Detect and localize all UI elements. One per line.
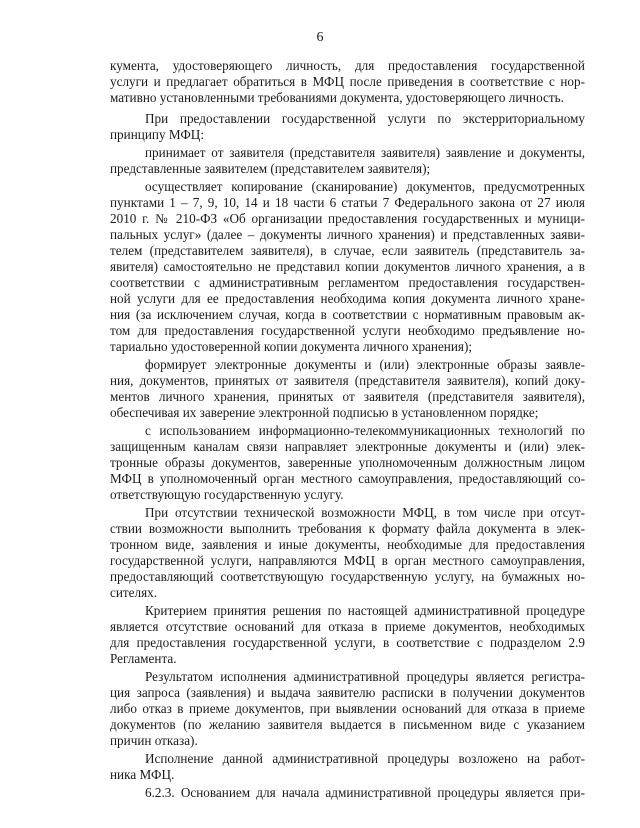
text-line: Результатом исполнения административной процедуры является регистра- — [145, 669, 585, 684]
text-line: 6.2.3. Основанием для начала административной процедуры является при- — [145, 785, 585, 800]
page-number: 6 — [316, 30, 324, 45]
text-line: с использованием информационно-телекоммуникационных технологий по — [145, 423, 585, 438]
text-line: Критерием принятия решения по настоящей административной процедуре — [145, 603, 585, 618]
text-line: При предоставлении государственной услуги по экстерриториальному — [145, 111, 585, 126]
text-line: принципу МФЦ: — [110, 127, 204, 142]
text-line: принимает от заявителя (представителя заявителя) заявление и документы, — [145, 145, 585, 160]
text-line: либо отказ в приеме документов, при выявлении оснований для отказа в приеме — [110, 701, 585, 716]
text-line: обеспечивая их заверение электронной подписью в установленном порядке; — [110, 405, 539, 420]
text-line: ника МФЦ. — [110, 767, 175, 782]
text-line: причин отказа). — [110, 733, 198, 748]
text-line: представленные заявителем (представителем заявителя); — [110, 161, 431, 176]
text-line: ния, документов, принятых от заявителя (представителя заявителя), копий доку- — [110, 373, 585, 388]
text-line: тронные образы документов, заверенные уполномоченным должностным лицом — [110, 455, 585, 470]
text-line: ствии возможности выполнить требования к формату файла документа в элек- — [110, 521, 585, 536]
text-line: МФЦ в уполномоченный орган местного самоуправления, предоставляющий со- — [110, 471, 585, 486]
text-line: ментов личного хранения, принятых от заявителя (представителя заявителя), — [110, 389, 585, 404]
text-line: соответствии с административным регламентом предоставления государствен- — [110, 275, 585, 290]
text-line: ция запроса (заявления) и выдача заявителю расписки в получении документов — [110, 685, 585, 700]
text-line: Регламента. — [110, 651, 177, 666]
text-line: формирует электронные документы и (или) электронные образы заявле- — [145, 357, 585, 372]
text-line: Исполнение данной административной процедуры возложено на работ- — [145, 751, 585, 766]
text-line: ответствующую государственную услугу. — [110, 487, 344, 502]
text-line: телем (представителем заявителя), в случае, если заявитель (представитель за- — [110, 243, 585, 258]
text-line: сителях. — [110, 585, 158, 600]
text-line: пунктами 1 – 7, 9, 10, 14 и 18 части 6 статьи 7 Федерального закона от 27 июля — [110, 195, 585, 210]
text-line: защищенным каналам связи направляет электронные документы и (или) элек- — [110, 439, 585, 454]
text-line: услуги и предлагает обратиться в МФЦ после приведения в соответствие с нор- — [110, 74, 585, 89]
text-line: кумента, удостоверяющего личность, для предоставления государственной — [110, 58, 585, 73]
text-line: пальных услуг» (далее – документы личного хранения) и представленных заяви- — [110, 227, 585, 242]
text-line: для предоставления государственной услуги, в соответствие с подразделом 2.9 — [110, 635, 585, 650]
text-line: государственной услуги, направляются МФЦ в орган местного самоуправления, — [110, 553, 585, 568]
text-line: 2010 г. № 210-ФЗ «Об организации предоставления государственных и муници- — [110, 211, 585, 226]
text-line: является отсутствие оснований для отказа в приеме документов, необходимых — [110, 619, 585, 634]
text-line: мативно установленными требованиями документа, удостоверяющего личность. — [110, 90, 564, 105]
text-line: ной услуги для ее предоставления необходима копия документа личного хране- — [110, 291, 585, 306]
text-line: При отсутствии технической возможности МФЦ, в том числе при отсут- — [145, 505, 585, 520]
text-line: осуществляет копирование (сканирование) документов, предусмотренных — [145, 179, 585, 194]
text-line: предоставляющий соответствующую государственную услугу, на бумажных но- — [110, 569, 585, 584]
text-line: том для предоставления государственной услуги необходимо предъявление но- — [110, 323, 585, 338]
text-line: документов (по желанию заявителя выдается в письменном виде с указанием — [110, 717, 585, 732]
text-line: явителя) самостоятельно не представил копии документов личного хранения, а в — [110, 259, 585, 274]
text-line: тронном виде, заявления и иные документы, необходимые для предоставления — [110, 537, 585, 552]
text-line: ния (за исключением случая, когда в соответствии с нормативным правовым ак- — [110, 307, 585, 322]
text-line: тариально удостоверенной копии документа личного хранения); — [110, 339, 473, 354]
